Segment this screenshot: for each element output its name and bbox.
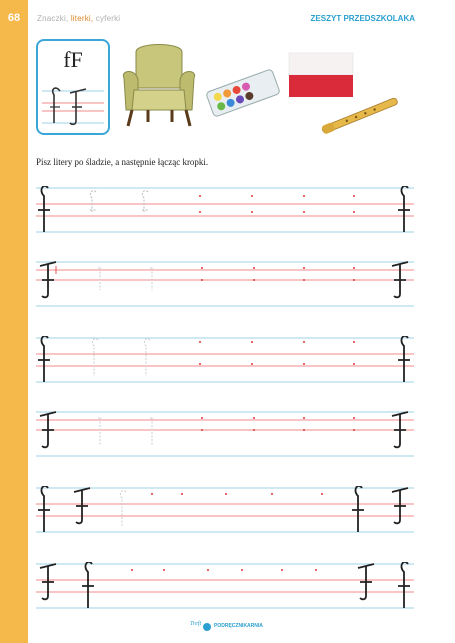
letter-card [36, 39, 110, 135]
section-title-part-1: Znaczki, [37, 14, 69, 23]
publisher-logo-text: Treft [190, 621, 202, 627]
practice-row-4-lines [36, 410, 414, 458]
publisher-brand: PODRĘCZNIKARNIA [214, 623, 263, 629]
publisher-footer [188, 621, 278, 637]
recorder-flute-picture [316, 98, 404, 134]
practice-row-3[interactable] [36, 336, 414, 384]
page-sidebar [0, 0, 28, 643]
practice-row-6-lines [36, 562, 414, 610]
exercise-instruction: Pisz litery po śladzie, a następnie łącząc kropki. [36, 157, 209, 167]
workbook-title: ZESZYT PRZEDSZKOLAKA [310, 14, 415, 23]
practice-row-6[interactable] [36, 562, 414, 610]
practice-row-3-lines [36, 336, 414, 384]
handwritten-f-lower [53, 88, 60, 123]
letter-card-title: fF [63, 47, 83, 72]
practice-row-2[interactable] [36, 260, 414, 308]
practice-row-1[interactable] [36, 186, 414, 234]
practice-row-5-lines [36, 486, 414, 534]
armchair-picture [118, 40, 200, 130]
section-title [37, 14, 120, 23]
page-number: 68 [7, 12, 21, 24]
watercolor-paints-picture [204, 68, 282, 118]
handwritten-f-upper [70, 89, 86, 124]
practice-row-5[interactable] [36, 486, 414, 534]
practice-row-1-lines [36, 186, 414, 234]
polish-flag-picture [288, 52, 354, 98]
letter-card-guides [38, 81, 108, 131]
practice-row-4[interactable] [36, 410, 414, 458]
section-title-part-3: cyferki [95, 14, 121, 23]
practice-row-2-lines [36, 260, 414, 308]
section-title-part-2: literki, [70, 14, 94, 23]
